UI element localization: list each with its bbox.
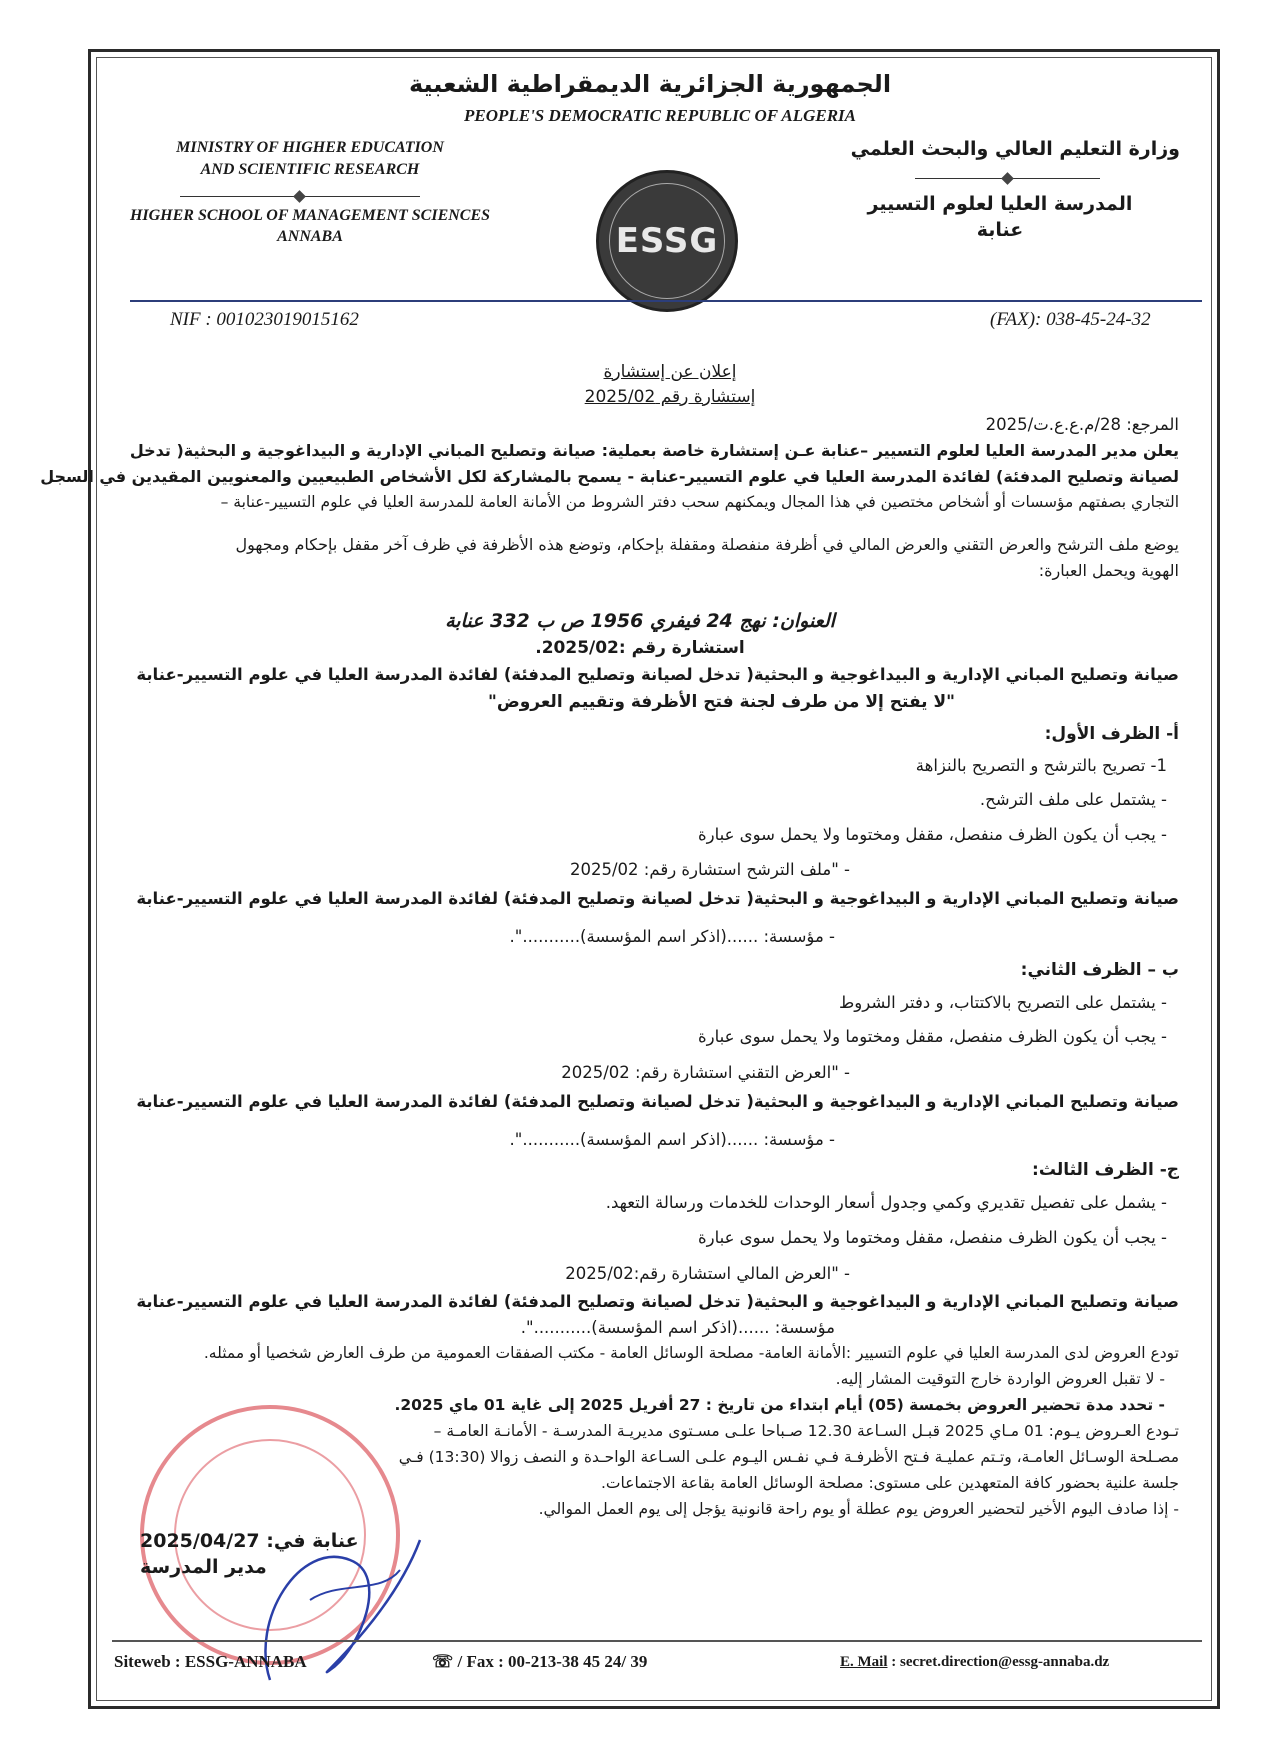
signature-date: عنابة في: 2025/04/27 (140, 1530, 359, 1552)
address-consultation: استشارة رقم :2025/02. (535, 638, 745, 658)
header-rule (130, 300, 1202, 302)
closing-line-2: - لا تقبل العروض الواردة خارج التوقيت المشار إليه. (835, 1370, 1165, 1388)
envelope-c-heading: ج- الظرف الثالث: (1032, 1160, 1179, 1180)
ministry-english-1: MINISTRY OF HIGHER EDUCATION (176, 139, 444, 156)
logo-text: ESSG (615, 221, 719, 261)
signature-title: مدير المدرسة (140, 1556, 267, 1578)
republic-english: PEOPLE'S DEMOCRATIC REPUBLIC OF ALGERIA (463, 106, 857, 125)
closing-line-7: - إذا صادف اليوم الأخير لتحضير العروض يوم عطلة أو يوم راحة قانونية يؤجل إلى يوم العمل الموالي. (538, 1500, 1179, 1518)
intro-line-2: لصيانة وتصليح المدفئة) لفائدة المدرسة العليا في علوم التسيير-عنابة - يسمح بالمشاركة لكل الأشخاص الطبيعيين والمعنويين المقيدين في السجل (40, 467, 1179, 486)
fax-number: (FAX): 038-45-24-32 (990, 309, 1151, 330)
school-english-2: ANNABA (277, 228, 343, 245)
envelope-b-item-2: - يجب أن يكون الظرف منفصل، مقفل ومختوما ولا يحمل سوى عبارة (697, 1027, 1167, 1046)
envelope-a-item-4: - "ملف الترشح استشارة رقم: 2025/02 (569, 860, 850, 879)
envelope-c-company: مؤسسة: ......(اذكر اسم المؤسسة)...........". (520, 1318, 835, 1337)
closing-line-5: مصـلحة الوسـائل العامـة، وتـتم عمليـة فـتح الأظرفـة فـي نفـس اليـوم علـى السـاعة الواحـدة و النصف زوالا (13:30) فـي (398, 1448, 1179, 1466)
envelope-a-company: - مؤسسة: ......(اذكر اسم المؤسسة)...........". (509, 927, 835, 946)
address-notice: "لا يفتح إلا من طرف لجنة فتح الأظرفة وتقييم العروض" (487, 692, 955, 712)
reference: المرجع: 28/م.ع.ع.ت/2025 (985, 415, 1179, 434)
intro-line-5: الهوية ويحمل العبارة: (1038, 561, 1179, 580)
footer-phone-text: / Fax : 00-213-38 45 24/ 39 (457, 1652, 648, 1671)
envelope-a-item-1: 1- تصريح بالترشح و التصريح بالنزاهة (915, 756, 1167, 775)
announcement-title: إعلان عن إستشارة (603, 362, 737, 382)
envelope-b-item-3: - "العرض التقني استشارة رقم: 2025/02 (561, 1063, 850, 1082)
school-logo (596, 170, 738, 312)
envelope-a-item-2: - يشتمل على ملف الترشح. (979, 790, 1167, 809)
footer-email-label: E. Mail (840, 1654, 888, 1670)
intro-line-3: التجاري بصفتهم مؤسسات أو أشخاص مختصين في هذا المجال ويمكنهم سحب دفتر الشروط من الأمانة العامة للمدرسة العليا في علوم التسيير-عنابة – (220, 493, 1179, 511)
footer-site-text: Siteweb : ESSG-ANNABA (114, 1652, 307, 1671)
address-line: العنوان: نهج 24 فيفري 1956 ص ب 332 عنابة (445, 610, 835, 632)
phone-icon: ☏ (432, 1652, 454, 1671)
closing-line-1: تودع العروض لدى المدرسة العليا في علوم التسيير :الأمانة العامة- مصلحة الوسائل العامة - مكتب الصفقات العمومية من طرف العارض شخصيا أو ممثله. (203, 1344, 1179, 1362)
envelope-c-item-2: - يجب أن يكون الظرف منفصل، مقفل ومختوما ولا يحمل سوى عبارة (697, 1228, 1167, 1247)
footer-phone (432, 1652, 647, 1672)
envelope-c-subject: صيانة وتصليح المباني الإدارية و البيداغوجية و البحثية( تدخل لصيانة وتصليح المدفئة) لفائدة المدرسة العليا في علوم التسيير-عنابة (136, 1292, 1179, 1311)
ministry-english-2: AND SCIENTIFIC RESEARCH (200, 161, 420, 178)
closing-line-4: تـودع العـروض يـوم: 01 مـاي 2025 قبـل السـاعة 12.30 صـباحا علـى مسـتوى مديريـة المدرسـة - الأمانـة العامـة – (433, 1422, 1179, 1440)
republic-arabic: الجمهورية الجزائرية الديمقراطية الشعبية (408, 70, 892, 98)
envelope-b-company: - مؤسسة: ......(اذكر اسم المؤسسة)...........". (509, 1130, 835, 1149)
envelope-a-item-3: - يجب أن يكون الظرف منفصل، مقفل ومختوما ولا يحمل سوى عبارة (697, 825, 1167, 844)
intro-line-4: يوضع ملف الترشح والعرض التقني والعرض المالي في أظرفة منفصلة ومقفلة بإحكام، وتوضع هذه الأظرفة في ظرف آخر مقفل بإحكام ومجهول (235, 535, 1179, 554)
envelope-b-subject: صيانة وتصليح المباني الإدارية و البيداغوجية و البحثية( تدخل لصيانة وتصليح المدفئة) لفائدة المدرسة العليا في علوم التسيير-عنابة (136, 1092, 1179, 1111)
footer-email (840, 1654, 1109, 1671)
address-subject: صيانة وتصليح المباني الإدارية و البيداغوجية و البحثية( تدخل لصيانة وتصليح المدفئة) لفائدة المدرسة العليا في علوم التسيير-عنابة (136, 665, 1179, 684)
envelope-c-item-1: - يشمل على تفصيل تقديري وكمي وجدول أسعار الوحدات للخدمات ورسالة التعهد. (605, 1193, 1167, 1212)
nif-number: NIF : 001023019015162 (170, 309, 359, 330)
ministry-arabic: وزارة التعليم العالي والبحث العلمي (850, 138, 1180, 160)
footer-rule (112, 1640, 1202, 1642)
envelope-a-heading: أ- الظرف الأول: (1044, 724, 1179, 744)
envelope-b-heading: ب – الظرف الثاني: (1020, 960, 1179, 980)
footer-site (114, 1652, 307, 1672)
footer-email-text[interactable]: : secret.direction@essg-annaba.dz (887, 1654, 1110, 1670)
closing-line-3: - تحدد مدة تحضير العروض بخمسة (05) أيام ابتداء من تاريخ : 27 أفريل 2025 إلى غاية 01 ماي 2025. (394, 1396, 1165, 1414)
school-arabic-2: عنابة (976, 219, 1024, 241)
intro-line-1: يعلن مدير المدرسة العليا لعلوم التسيير –عنابة عـن إستشارة خاصة بعملية: صيانة وتصليح المباني الإدارية و البيداغوجية و البحثية( تدخل (129, 441, 1179, 460)
envelope-b-item-1: - يشتمل على التصريح بالاكتتاب، و دفتر الشروط (839, 993, 1167, 1012)
school-arabic-1: المدرسة العليا لعلوم التسيير (867, 193, 1133, 215)
school-english-1: HIGHER SCHOOL OF MANAGEMENT SCIENCES (129, 207, 491, 224)
closing-line-6: جلسة علنية بحضور كافة المتعهدين على مستوى: مصلحة الوسائل العامة بقاعة الاجتماعات. (600, 1474, 1179, 1492)
consultation-number: إستشارة رقم 2025/02 (584, 387, 756, 407)
envelope-a-subject: صيانة وتصليح المباني الإدارية و البيداغوجية و البحثية( تدخل لصيانة وتصليح المدفئة) لفائدة المدرسة العليا في علوم التسيير-عنابة (136, 889, 1179, 908)
envelope-c-item-3: - "العرض المالي استشارة رقم:2025/02 (565, 1264, 850, 1283)
